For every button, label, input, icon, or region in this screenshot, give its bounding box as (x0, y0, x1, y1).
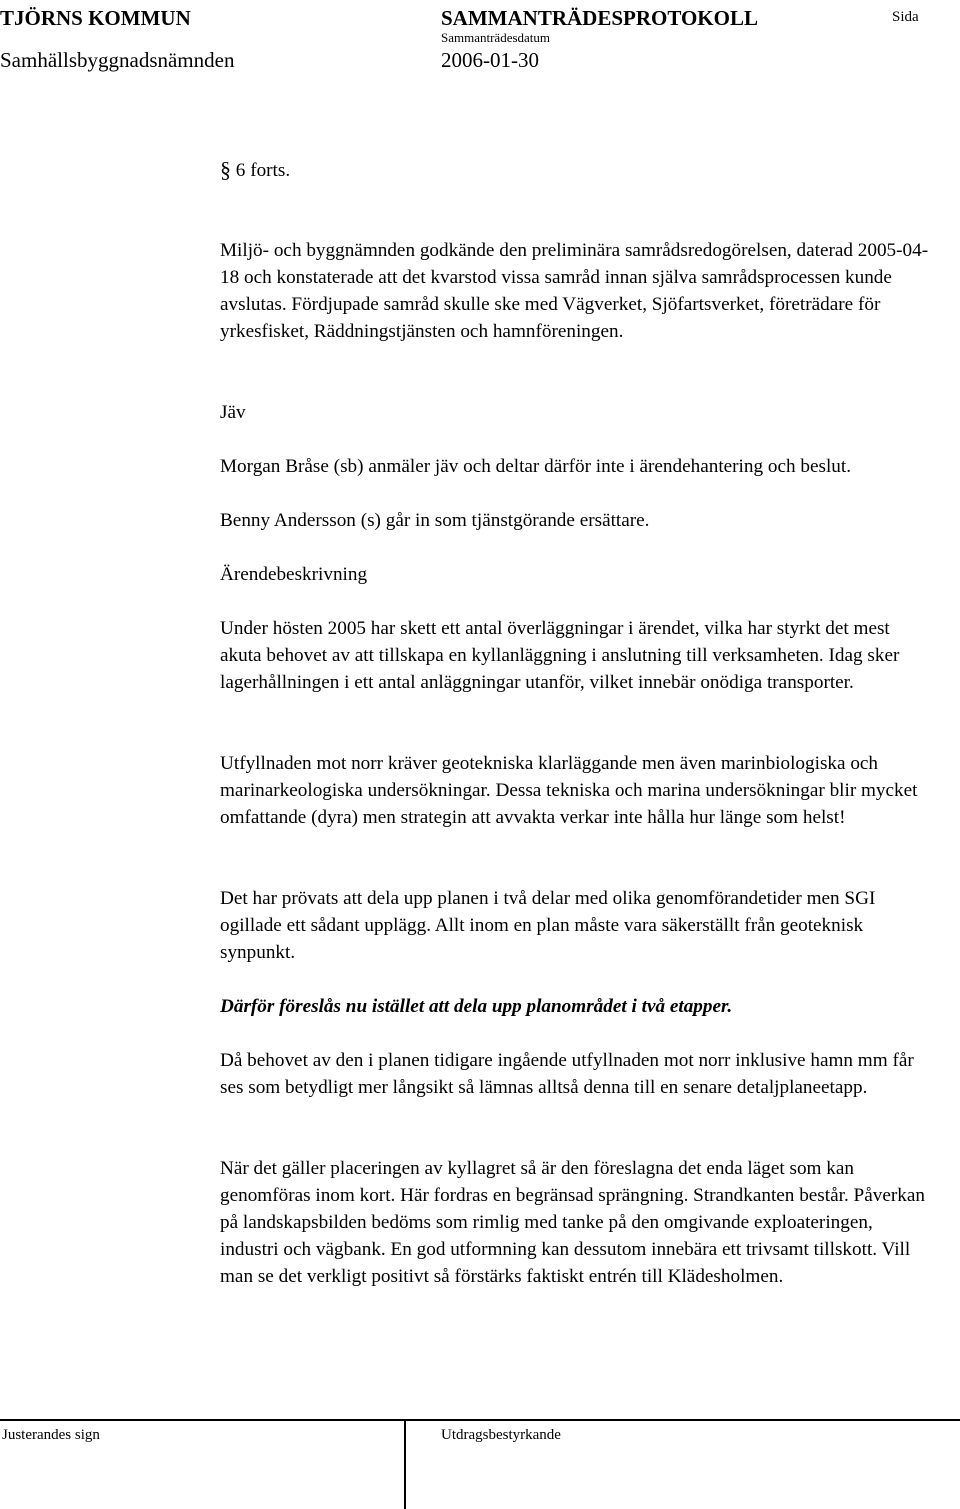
paragraph-4: Då behovet av den i planen tidigare ingående utfyllnaden mot norr inklusive hamn mm får ses som betydligt mer långsikt så lämnas alltså denna till en senare detaljplaneetapp. (220, 1050, 914, 1098)
proposal-statement: Därför föreslås nu istället att dela upp planområdet i två etapper. (220, 996, 733, 1017)
intro-paragraph: Miljö- och byggnämnden godkände den preliminära samrådsredogörelsen, daterad 2005-04-18 och konstaterade att det kvarstod vissa samråd innan själva samrådsprocessen kunde avslutas. Fördjupade samråd skulle ske med Vägverket, Sjöfartsverket, företrädare för yrkesfisket, Räddningstjänsten och hamnföreningen. (220, 240, 929, 342)
paragraph-1: Under hösten 2005 har skett ett antal överläggningar i ärendet, vilka har styrkt det mest akuta behovet av att tillskapa en kyllanläggning i anslutning till verksamheten. Idag sker lagerhållningen i ett antal anläggningar utanför, vilket innebär onödiga transporter. (220, 618, 900, 693)
jav-text-1: Morgan Bråse (sb) anmäler jäv och deltar därför inte i ärendehantering och beslut. (220, 456, 851, 477)
paragraph-2: Utfyllnaden mot norr kräver geotekniska klarläggande men även marinbiologiska och marinarkeologiska undersökningar. Dessa tekniska och marina undersökningar blir mycket omfattande (dyra) men strategin att avvakta verkar inte hålla hur länge som helst! (220, 753, 918, 828)
page-label: Sida (892, 9, 919, 25)
document-type: SAMMANTRÄDESPROTOKOLL (441, 6, 758, 30)
section-continuation (220, 155, 380, 184)
organization-name: TJÖRNS KOMMUN (0, 6, 191, 30)
paragraph-5: När det gäller placeringen av kyllagret så är den föreslagna det enda läget som kan genomföras inom kort. Här fordras en begränsad sprängning. Strandkanten består. Påverkan på landskapsbilden bedöms som rimlig med tanke på den omgivande exploateringen, industri och vägbank. En god utformning kan dessutom innebära ett trivsamt tillskott. Vill man se det verkligt positivt så förstärks faktiskt entrén till Klädesholmen. (220, 1158, 925, 1287)
footer-divider (404, 1419, 406, 1509)
paragraph-3: Det har prövats att dela upp planen i två delar med olika genomförandetider men SGI ogillade ett sådant upplägg. Allt inom en plan måste vara säkerställt från geoteknisk synpunkt. (220, 888, 876, 963)
section-mark: § (220, 157, 231, 182)
footer-rule (0, 1419, 960, 1421)
jav-text-2: Benny Andersson (s) går in som tjänstgörande ersättare. (220, 510, 650, 531)
description-heading: Ärendebeskrivning (220, 564, 368, 585)
meeting-date: 2006-01-30 (441, 48, 539, 72)
certification-label: Utdragsbestyrkande (441, 1427, 561, 1443)
board-name: Samhällsbyggnadsnämnden (0, 48, 235, 72)
jav-heading: Jäv (220, 402, 246, 423)
signature-label: Justerandes sign (2, 1427, 100, 1443)
meeting-date-label: Sammanträdesdatum (441, 30, 551, 45)
section-continuation-text: 6 forts. (235, 160, 291, 181)
